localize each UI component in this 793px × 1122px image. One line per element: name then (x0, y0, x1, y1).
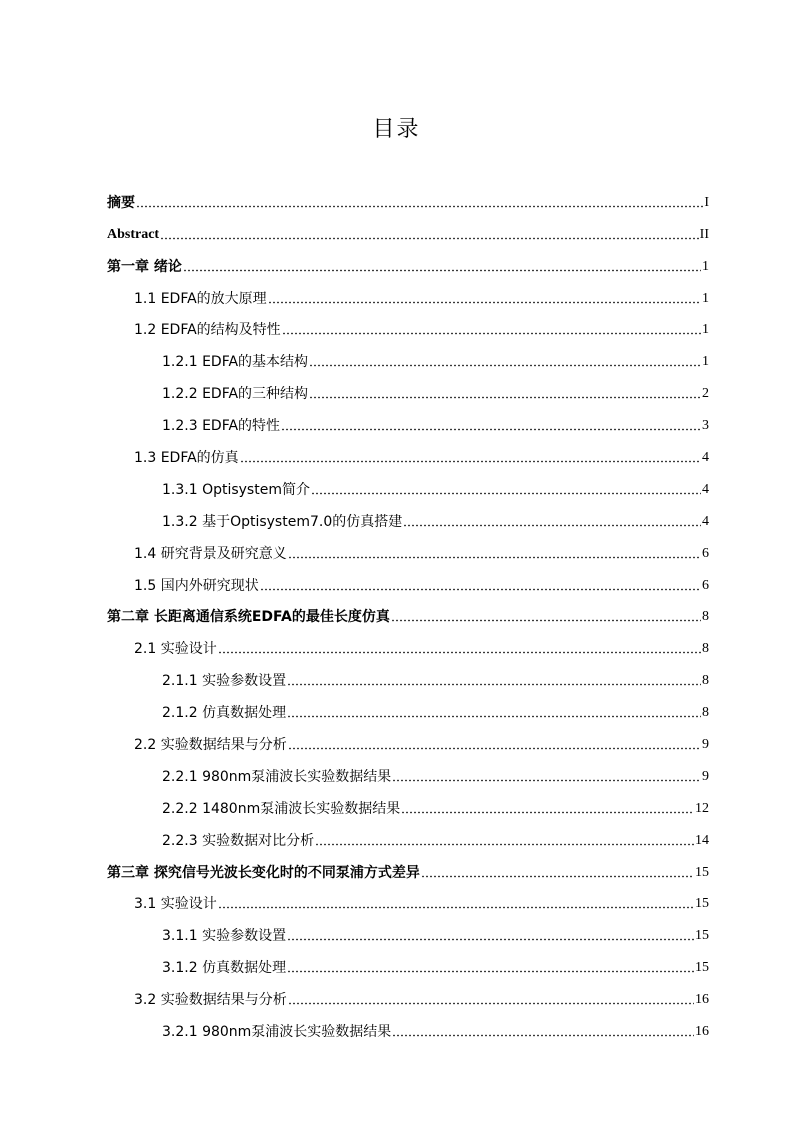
toc-entry-title: 1.2.2 EDFA的三种结构 (162, 386, 309, 403)
toc-page-number: 8 (702, 641, 709, 657)
toc-page-number: 9 (702, 737, 709, 753)
toc-entry[interactable] (107, 467, 709, 499)
toc-page-number: 4 (702, 481, 709, 497)
dot-leader (218, 906, 694, 909)
dot-leader (392, 779, 701, 782)
toc-entry-title: 3.1.1 实验参数设置 (162, 928, 287, 945)
dot-leader (401, 811, 694, 814)
toc-page-number: 2 (702, 386, 709, 402)
toc-entry-title: 1.3.2 基于Optisystem7.0的仿真搭建 (162, 513, 403, 530)
toc-entry[interactable] (107, 595, 709, 627)
dot-leader (287, 683, 701, 686)
dot-leader (391, 619, 701, 622)
toc-entry-title: 第一章 绪论 (107, 258, 182, 275)
toc-entry-title: 2.2 实验数据结果与分析 (134, 737, 287, 754)
dot-leader (403, 524, 701, 527)
dot-leader (160, 237, 699, 240)
toc-page-number: 6 (702, 545, 709, 561)
toc-page-number: 15 (695, 928, 709, 944)
toc-page-number: 1 (702, 290, 709, 306)
toc-entry-title: 3.1.2 仿真数据处理 (162, 960, 287, 977)
toc-entry[interactable] (107, 786, 709, 818)
toc-page-number: 15 (695, 960, 709, 976)
toc-entry[interactable] (107, 722, 709, 754)
toc-page-number: II (699, 226, 709, 242)
toc-page-number: 1 (702, 354, 709, 370)
toc-page-number: 4 (702, 450, 709, 466)
toc-entry-title: 摘要 (107, 194, 135, 211)
dot-leader (287, 970, 694, 973)
toc-page-number: 8 (702, 609, 709, 625)
toc-entry-title: 1.4 研究背景及研究意义 (134, 545, 287, 562)
toc-entry-title: 第三章 探究信号光波长变化时的不同泵浦方式差异 (107, 864, 420, 881)
toc-entry[interactable] (107, 435, 709, 467)
dot-leader (218, 651, 701, 654)
toc-page-number: 1 (702, 258, 709, 274)
toc-page-number: 8 (702, 673, 709, 689)
toc-page-number: 8 (702, 705, 709, 721)
toc-entry-title: 1.5 国内外研究现状 (134, 577, 259, 594)
toc-entry-title: 2.1.2 仿真数据处理 (162, 705, 287, 722)
dot-leader (421, 875, 694, 878)
toc-entry[interactable] (107, 850, 709, 882)
dot-leader (392, 1034, 694, 1037)
toc-entry[interactable] (107, 244, 709, 276)
toc-entry-title: 2.2.1 980nm泵浦波长实验数据结果 (162, 768, 392, 785)
toc-entry[interactable] (107, 754, 709, 786)
toc-entry[interactable] (107, 913, 709, 945)
toc-page-number: 14 (695, 832, 709, 848)
toc-entry-title: Abstract (107, 226, 160, 242)
toc-entry[interactable] (107, 977, 709, 1009)
toc-entry-title: 1.2 EDFA的结构及特性 (134, 322, 281, 339)
toc-entry[interactable] (107, 882, 709, 914)
toc-entry-title: 3.1 实验设计 (134, 896, 217, 913)
toc-entry-title: 3.2.1 980nm泵浦波长实验数据结果 (162, 1024, 392, 1041)
dot-leader (288, 556, 701, 559)
dot-leader (309, 396, 701, 399)
toc-entry-title: 2.1 实验设计 (134, 641, 217, 658)
toc-entry[interactable] (107, 658, 709, 690)
toc-entry-title: 1.3 EDFA的仿真 (134, 450, 239, 467)
toc-entry-title: 2.2.3 实验数据对比分析 (162, 832, 315, 849)
toc-entry-title: 2.1.1 实验参数设置 (162, 673, 287, 690)
toc-entry[interactable] (107, 180, 709, 212)
toc-entry-title: 1.1 EDFA的放大原理 (134, 290, 267, 307)
dot-leader (260, 588, 701, 591)
dot-leader (268, 301, 701, 304)
dot-leader (287, 715, 701, 718)
toc-entry-title: 1.2.3 EDFA的特性 (162, 418, 281, 435)
toc-entry-title: 第二章 长距离通信系统EDFA的最佳长度仿真 (107, 609, 390, 626)
dot-leader (240, 460, 701, 463)
dot-leader (288, 747, 701, 750)
toc-page-number: 1 (702, 322, 709, 338)
toc-page-number: 16 (695, 992, 709, 1008)
dot-leader (309, 364, 701, 367)
toc-entry[interactable] (107, 403, 709, 435)
toc-page-number: 9 (702, 768, 709, 784)
toc-page-number: 16 (695, 1024, 709, 1040)
toc-page-number: 4 (702, 513, 709, 529)
toc-entry[interactable] (107, 563, 709, 595)
toc-entry[interactable] (107, 308, 709, 340)
toc-page-number: 6 (702, 577, 709, 593)
toc-entry[interactable] (107, 626, 709, 658)
toc-entry[interactable] (107, 339, 709, 371)
table-of-contents (107, 180, 709, 1041)
toc-page-number: 15 (695, 864, 709, 880)
toc-page-number: 12 (695, 800, 709, 816)
page-title: 目录 (372, 117, 421, 142)
dot-leader (287, 938, 694, 941)
dot-leader (281, 428, 701, 431)
dot-leader (315, 843, 694, 846)
toc-entry-title: 2.2.2 1480nm泵浦波长实验数据结果 (162, 800, 401, 817)
toc-entry[interactable] (107, 945, 709, 977)
toc-entry-title: 1.3.1 Optisystem简介 (162, 481, 310, 498)
toc-page-number: I (704, 194, 709, 210)
dot-leader (311, 492, 701, 495)
toc-page-number: 15 (695, 896, 709, 912)
toc-entry[interactable] (107, 531, 709, 563)
toc-entry[interactable] (107, 212, 709, 244)
toc-entry[interactable] (107, 690, 709, 722)
dot-leader (183, 269, 701, 272)
dot-leader (282, 332, 701, 335)
toc-entry[interactable] (107, 1009, 709, 1041)
toc-entry[interactable] (107, 499, 709, 531)
toc-page-number: 3 (702, 418, 709, 434)
toc-entry[interactable] (107, 818, 709, 850)
toc-entry-title: 3.2 实验数据结果与分析 (134, 992, 287, 1009)
dot-leader (136, 205, 703, 208)
dot-leader (288, 1002, 694, 1005)
toc-entry-title: 1.2.1 EDFA的基本结构 (162, 354, 309, 371)
toc-entry[interactable] (107, 371, 709, 403)
toc-entry[interactable] (107, 276, 709, 308)
